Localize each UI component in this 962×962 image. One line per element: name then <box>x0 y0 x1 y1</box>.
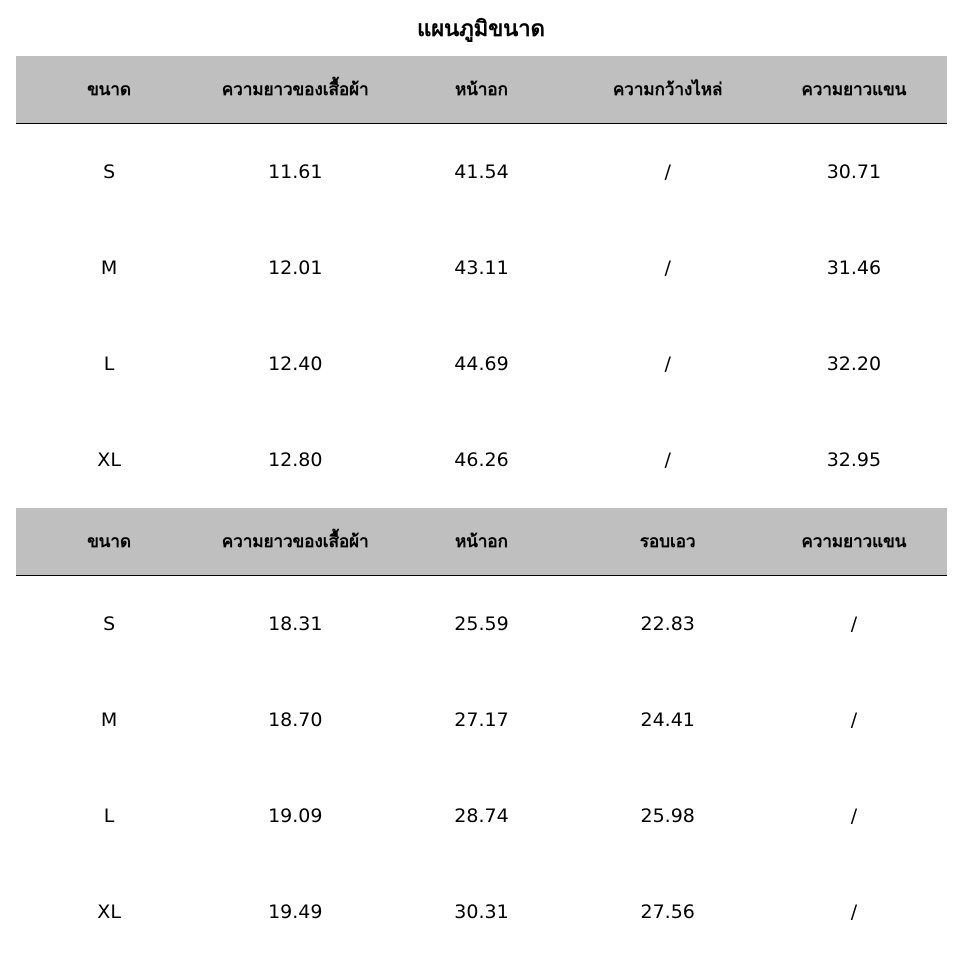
header-size: ขนาด <box>87 532 132 552</box>
table-row <box>16 768 947 864</box>
chart-title: แผนภูมิขนาด <box>417 17 545 42</box>
cell-size: S <box>103 613 116 635</box>
cell-garment-length: 18.70 <box>268 709 323 731</box>
cell-size: S <box>103 161 116 183</box>
cell-sleeve-length: 30.71 <box>826 161 882 183</box>
cell-garment-length: 12.01 <box>268 257 323 279</box>
cell-chest: 44.69 <box>454 353 509 375</box>
cell-waist: 24.41 <box>640 709 695 731</box>
cell-chest: 46.26 <box>454 449 509 471</box>
table-row <box>16 412 947 508</box>
cell-chest: 25.59 <box>454 613 509 635</box>
cell-chest: 28.74 <box>454 805 509 827</box>
header-garment-length: ความยาวของเสื้อผ้า <box>221 80 369 100</box>
cell-garment-length: 19.49 <box>268 901 323 923</box>
cell-shoulder-width: / <box>664 353 671 375</box>
cell-sleeve-length: 31.46 <box>826 257 882 279</box>
header-chest: หน้าอก <box>455 80 508 100</box>
cell-sleeve-length: / <box>850 901 858 923</box>
cell-garment-length: 11.61 <box>268 161 323 183</box>
cell-garment-length: 18.31 <box>268 613 323 635</box>
header-sleeve-length: ความยาวแขน <box>801 80 907 100</box>
cell-size: XL <box>97 449 121 471</box>
cell-chest: 27.17 <box>454 709 509 731</box>
cell-chest: 41.54 <box>454 161 509 183</box>
cell-waist: 25.98 <box>640 805 695 827</box>
table-row <box>16 316 947 412</box>
table-header-row <box>16 508 947 576</box>
cell-sleeve-length: / <box>850 709 858 731</box>
table-row <box>16 672 947 768</box>
cell-shoulder-width: / <box>664 449 671 471</box>
table-row <box>16 124 947 220</box>
header-chest: หน้าอก <box>455 532 508 552</box>
cell-waist: 27.56 <box>640 901 695 923</box>
cell-size: XL <box>97 901 121 923</box>
cell-sleeve-length: / <box>850 805 858 827</box>
table-row <box>16 576 947 672</box>
cell-garment-length: 19.09 <box>268 805 323 827</box>
size-table-bottom <box>16 508 947 960</box>
cell-size: L <box>103 353 115 375</box>
cell-waist: 22.83 <box>640 613 695 635</box>
cell-sleeve-length: 32.95 <box>826 449 882 471</box>
table-row <box>16 220 947 316</box>
cell-shoulder-width: / <box>664 257 671 279</box>
cell-shoulder-width: / <box>664 161 671 183</box>
cell-sleeve-length: / <box>850 613 858 635</box>
size-table-top <box>16 56 947 508</box>
header-waist: รอบเอว <box>639 532 696 552</box>
cell-size: L <box>103 805 115 827</box>
cell-size: M <box>100 709 118 731</box>
header-shoulder-width: ความกว้างไหล่ <box>612 80 723 100</box>
table-row <box>16 864 947 960</box>
cell-garment-length: 12.80 <box>268 449 323 471</box>
cell-sleeve-length: 32.20 <box>826 353 882 375</box>
cell-size: M <box>100 257 118 279</box>
cell-garment-length: 12.40 <box>268 353 323 375</box>
header-size: ขนาด <box>87 80 132 100</box>
cell-chest: 43.11 <box>454 257 509 279</box>
header-sleeve-length: ความยาวแขน <box>801 532 907 552</box>
table-header-row <box>16 56 947 124</box>
header-garment-length: ความยาวของเสื้อผ้า <box>221 532 369 552</box>
cell-chest: 30.31 <box>454 901 509 923</box>
